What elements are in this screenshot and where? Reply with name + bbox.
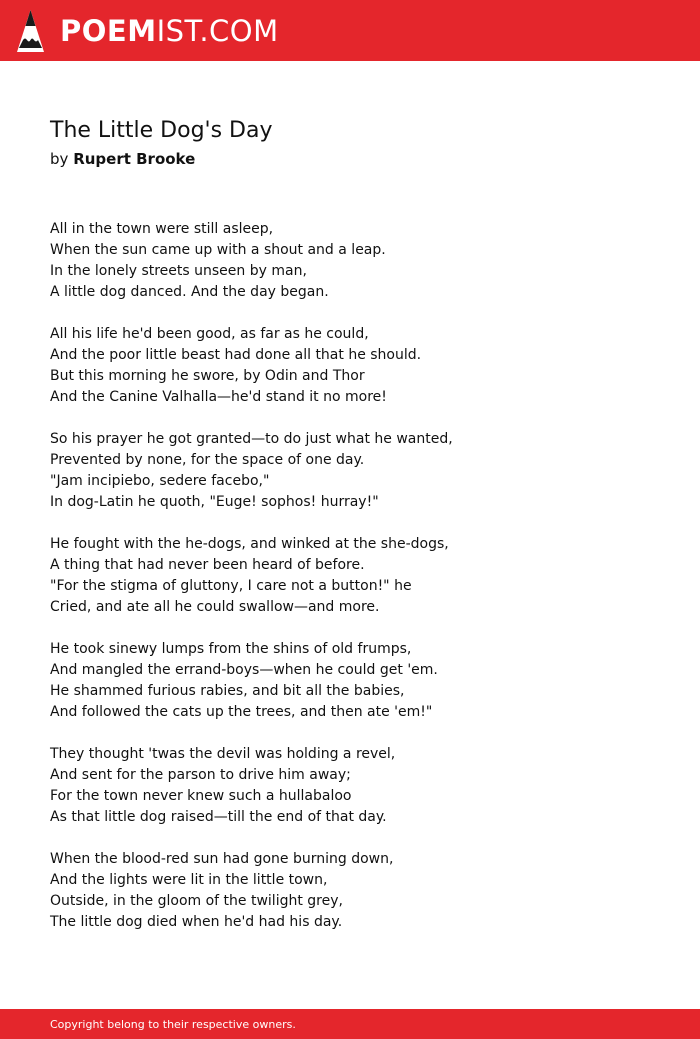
- poem-line: And the lights were lit in the little town,: [50, 872, 328, 888]
- poem-title: The Little Dog's Day: [50, 118, 273, 143]
- poem-line: "For the stigma of gluttony, I care not a button!" he: [50, 578, 412, 594]
- poem-line: Prevented by none, for the space of one day.: [50, 452, 365, 468]
- poem-line: For the town never knew such a hullabaloo: [50, 788, 352, 804]
- poem-line: A little dog danced. And the day began.: [50, 284, 329, 300]
- by-label: by: [50, 150, 69, 168]
- stanza: [50, 219, 650, 303]
- poem-line: He took sinewy lumps from the shins of old frumps,: [50, 641, 412, 657]
- poem-line: And sent for the parson to drive him away;: [50, 767, 351, 783]
- poem-line: They thought 'twas the devil was holding a revel,: [50, 746, 396, 762]
- footer-bar: [0, 1009, 700, 1039]
- stanza: [50, 849, 650, 933]
- poem-line: But this morning he swore, by Odin and Thor: [50, 368, 365, 384]
- poem-line: The little dog died when he'd had his day.: [50, 914, 343, 930]
- poem-line: When the blood-red sun had gone burning down,: [50, 851, 394, 867]
- stanza: [50, 534, 650, 618]
- poem-line: "Jam incipiebo, sedere facebo,": [50, 473, 270, 489]
- stanza: [50, 639, 650, 723]
- stanza: [50, 744, 650, 828]
- poem-line: So his prayer he got granted—to do just what he wanted,: [50, 431, 453, 447]
- poem-line: As that little dog raised—till the end of that day.: [50, 809, 387, 825]
- site-logo-link[interactable]: [17, 10, 279, 52]
- poem-line: A thing that had never been heard of before.: [50, 557, 365, 573]
- byline: [50, 149, 195, 169]
- pencil-tip-icon: [17, 10, 44, 52]
- poem-line: Cried, and ate all he could swallow—and more.: [50, 599, 380, 615]
- poem-body: [50, 219, 650, 954]
- poem-line: And the Canine Valhalla—he'd stand it no more!: [50, 389, 387, 405]
- poem-line: And mangled the errand-boys—when he could get 'em.: [50, 662, 438, 678]
- poem-line: And the poor little beast had done all that he should.: [50, 347, 422, 363]
- wordmark-light: IST.COM: [156, 13, 279, 48]
- author-name: Rupert Brooke: [73, 150, 196, 168]
- poem-line: All in the town were still asleep,: [50, 221, 274, 237]
- poem-line: When the sun came up with a shout and a leap.: [50, 242, 386, 258]
- poem-line: Outside, in the gloom of the twilight grey,: [50, 893, 343, 909]
- stanza: [50, 324, 650, 408]
- header-bar: [0, 0, 700, 61]
- poem-line: In the lonely streets unseen by man,: [50, 263, 307, 279]
- poem-line: He fought with the he-dogs, and winked at the she-dogs,: [50, 536, 449, 552]
- wordmark-bold: POEM: [60, 13, 157, 48]
- poem-line: In dog-Latin he quoth, "Euge! sophos! hurray!": [50, 494, 379, 510]
- poem-line: And followed the cats up the trees, and then ate 'em!": [50, 704, 433, 720]
- copyright-notice: Copyright belong to their respective owners.: [50, 1018, 296, 1031]
- site-wordmark: [60, 13, 279, 48]
- poem-line: He shammed furious rabies, and bit all the babies,: [50, 683, 405, 699]
- poem-line: All his life he'd been good, as far as he could,: [50, 326, 369, 342]
- stanza: [50, 429, 650, 513]
